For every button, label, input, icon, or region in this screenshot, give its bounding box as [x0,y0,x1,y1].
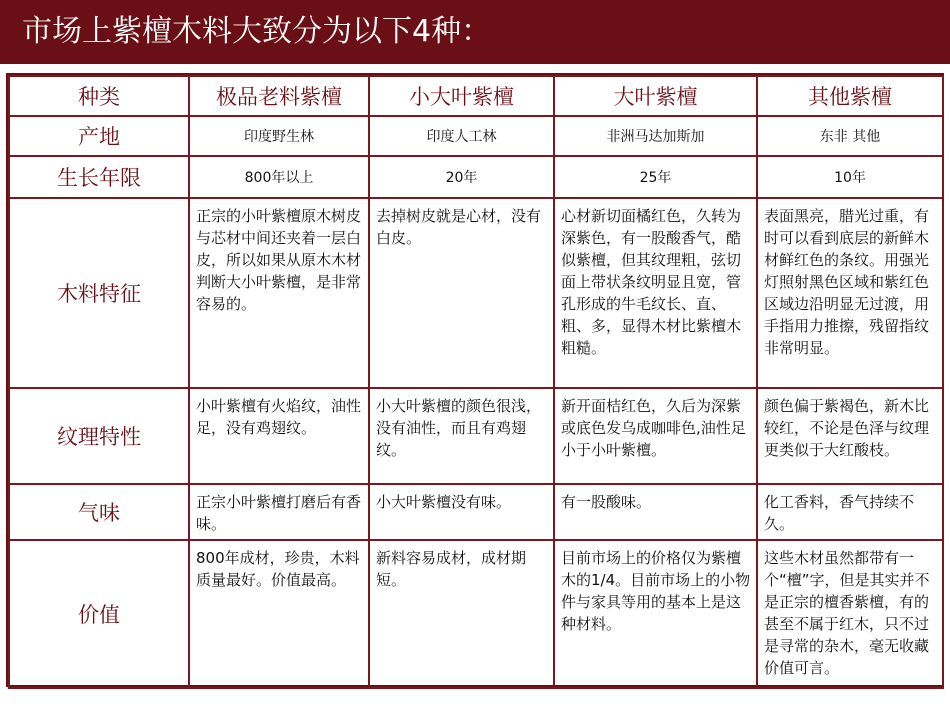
table-cell: 表面黑亮，腊光过重，有时可以看到底层的新鲜木材鲜红色的条纹。用强光灯照射黑色区域和紫红色区域边沿明显无过渡，用手指用力推擦，残留指纹非常明显。 [757,198,943,388]
table-cell: 10年 [757,156,943,198]
comparison-table [8,75,944,689]
table-row-grain [9,388,943,484]
table-cell: 小叶紫檀有火焰纹，油性足，没有鸡翅纹。 [189,388,369,484]
table-cell: 颜色偏于紫褐色，新木比较红，不论是色泽与纹理更类似于大红酸枝。 [757,388,943,484]
table-row-growth-years [9,156,943,198]
table-cell: 印度人工林 [369,116,554,156]
table-cell: 去掉树皮就是心材，没有白皮。 [369,198,554,388]
table-cell: 新料容易成材，成材期短。 [369,540,554,688]
header-category: 种类 [9,76,189,116]
table-cell: 有一股酸味。 [554,484,757,540]
header-large-leaf-rosewood: 大叶紫檀 [554,76,757,116]
table-cell: 800年成材，珍贵，木料质量最好。价值最高。 [189,540,369,688]
table-cell: 小大叶紫檀没有味。 [369,484,554,540]
table-cell: 印度野生林 [189,116,369,156]
table-cell: 正宗的小叶紫檀原木树皮与芯材中间还夹着一层白皮，所以如果从原木木材判断大小叶紫檀，是非常容易的。 [189,198,369,388]
table-cell: 小大叶紫檀的颜色很浅，没有油性，而且有鸡翅纹。 [369,388,554,484]
row-label-wood-features: 木料特征 [9,198,189,388]
header-other-rosewood: 其他紫檀 [757,76,943,116]
table-cell: 东非 其他 [757,116,943,156]
row-label-growth-years: 生长年限 [9,156,189,198]
page-title: 市场上紫檀木料大致分为以下4种： [22,14,492,49]
table-cell: 正宗小叶紫檀打磨后有香味。 [189,484,369,540]
header-premium-old-rosewood: 极品老料紫檀 [189,76,369,116]
row-label-smell: 气味 [9,484,189,540]
table-cell: 目前市场上的价格仅为紫檀木的1/4。目前市场上的小物件与家具等用的基本上是这种材料。 [554,540,757,688]
table-header-row [9,76,943,116]
row-label-grain: 纹理特性 [9,388,189,484]
table-row-wood-features [9,198,943,388]
header-small-large-leaf-rosewood: 小大叶紫檀 [369,76,554,116]
table-row-origin [9,116,943,156]
table-cell: 化工香料，香气持续不久。 [757,484,943,540]
table-cell: 心材新切面橘红色，久转为深紫色，有一股酸香气，酷似紫檀，但其纹理粗，弦切面上带状条纹明显且宽，管孔形成的牛毛纹长、直、粗、多，显得木材比紫檀木粗糙。 [554,198,757,388]
table-row-smell [9,484,943,540]
table-cell: 20年 [369,156,554,198]
table-cell: 这些木材虽然都带有一个“檀”字，但是其实并不是正宗的檀香紫檀，有的甚至不属于红木，只不过是寻常的杂木，毫无收藏价值可言。 [757,540,943,688]
table-cell: 新开面桔红色，久后为深紫或底色发乌成咖啡色,油性足小于小叶紫檀。 [554,388,757,484]
title-banner [0,0,950,64]
table-row-value [9,540,943,688]
table-cell: 25年 [554,156,757,198]
row-label-value: 价值 [9,540,189,688]
row-label-origin: 产地 [9,116,189,156]
table-cell: 800年以上 [189,156,369,198]
table-cell: 非洲马达加斯加 [554,116,757,156]
